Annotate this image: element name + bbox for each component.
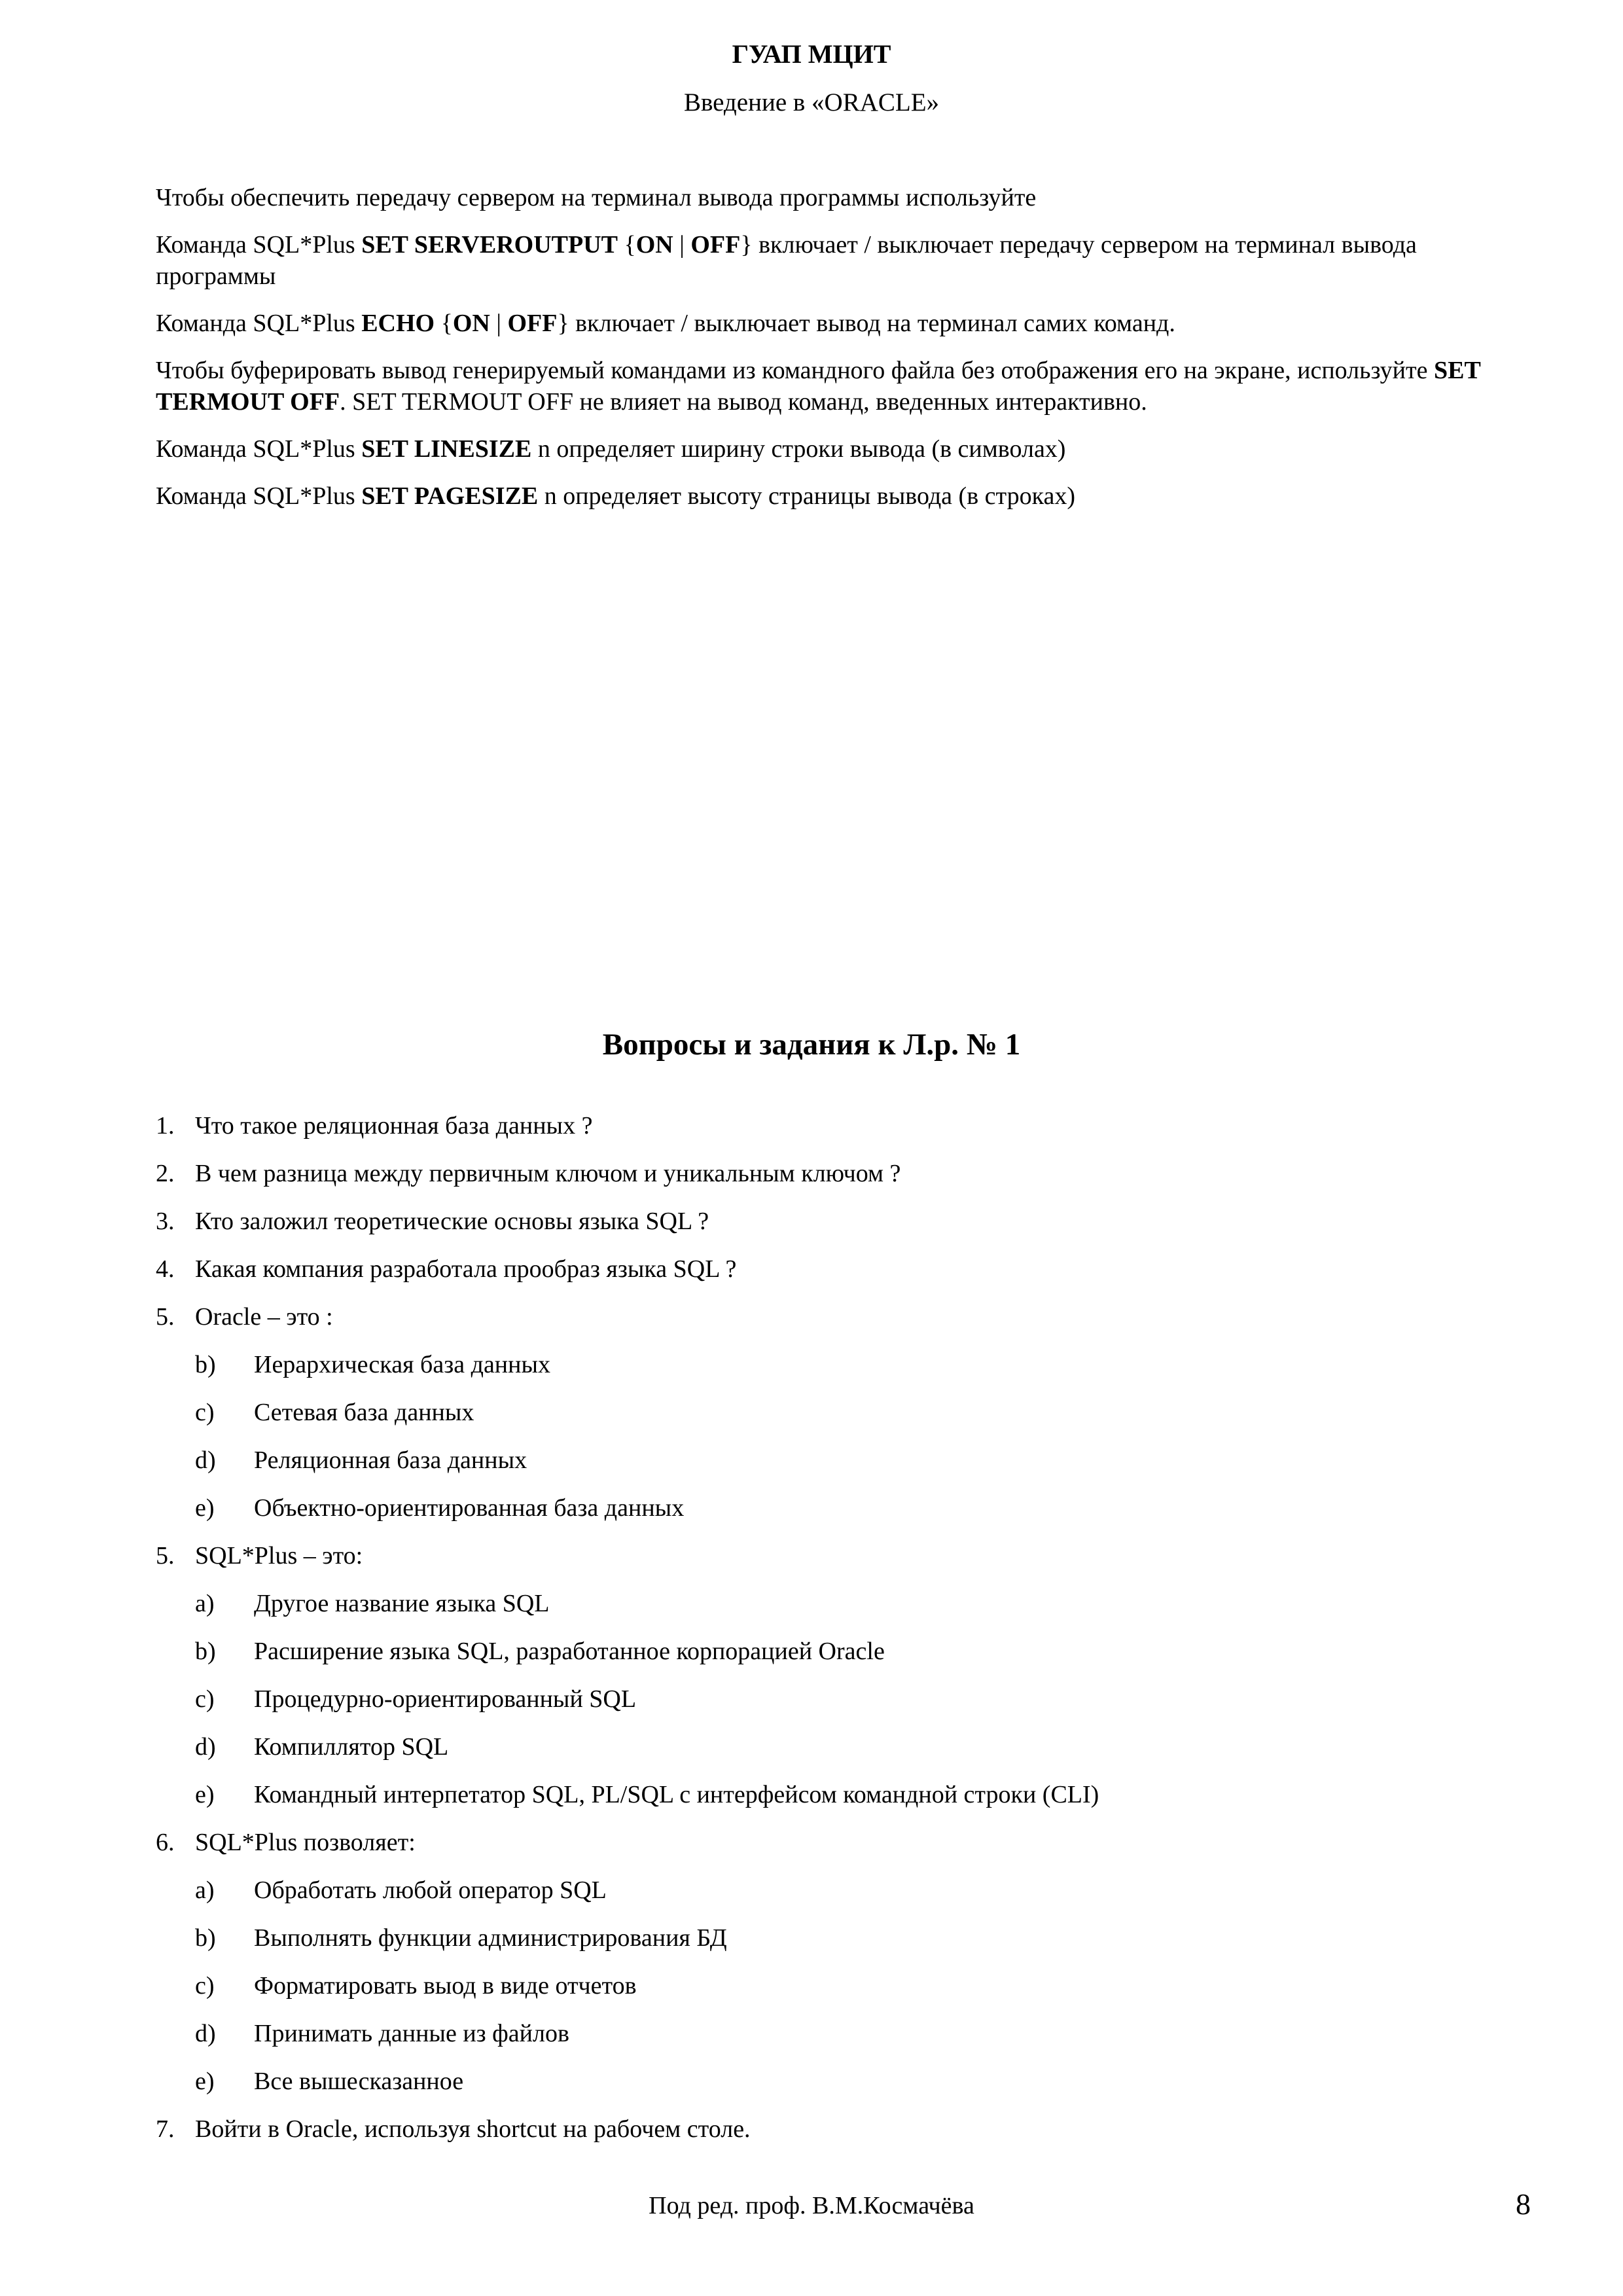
sub-list-item bbox=[156, 2066, 1517, 2113]
item-letter: c) bbox=[195, 1972, 215, 2000]
off-keyword: OFF bbox=[507, 310, 558, 337]
text: } включает / выключает вывод на терминал самих команд. bbox=[557, 310, 1175, 337]
item-text: Все вышесказанное bbox=[254, 2068, 464, 2095]
text: { bbox=[435, 310, 453, 337]
item-text: Иерархическая база данных bbox=[254, 1351, 551, 1378]
item-text: Объектно-ориентированная база данных bbox=[254, 1494, 685, 1522]
sub-list-item bbox=[156, 1349, 1517, 1397]
text: Чтобы буферировать вывод генерируемый командами из командного файла без отображения его на экране, используйте bbox=[156, 357, 1434, 384]
on-keyword: ON bbox=[635, 231, 673, 259]
text: n определяет ширину строки вывода (в символах) bbox=[531, 435, 1066, 463]
item-letter: b) bbox=[195, 1351, 216, 1378]
list-item bbox=[156, 1110, 1517, 1158]
text: Команда SQL*Plus bbox=[156, 435, 362, 463]
item-number: 5. bbox=[156, 1303, 175, 1331]
footer-editor: Под ред. проф. В.М.Космачёва bbox=[649, 2192, 974, 2219]
item-letter: e) bbox=[195, 1781, 215, 1808]
item-text: Oracle – это : bbox=[195, 1303, 333, 1331]
sub-list-item bbox=[156, 1970, 1517, 2018]
text: | bbox=[490, 310, 508, 337]
on-keyword: ON bbox=[452, 310, 490, 337]
text: Команда SQL*Plus bbox=[156, 231, 362, 259]
page-number: 8 bbox=[1516, 2187, 1531, 2221]
list-item bbox=[156, 1158, 1517, 1206]
sub-list-item bbox=[156, 1874, 1517, 1922]
item-letter: d) bbox=[195, 1733, 216, 1761]
item-text: Реляционная база данных bbox=[254, 1446, 527, 1474]
item-letter: c) bbox=[195, 1399, 215, 1426]
intro-paragraph-termout bbox=[156, 355, 1517, 418]
command-keyword: SET SERVEROUTPUT bbox=[361, 231, 618, 259]
item-text: Обработать любой оператор SQL bbox=[254, 1876, 607, 1904]
list-item bbox=[156, 1540, 1517, 1588]
command-keyword: SET PAGESIZE bbox=[361, 482, 539, 510]
sub-list-item bbox=[156, 1444, 1517, 1492]
list-item bbox=[156, 1301, 1517, 1349]
item-text: Какая компания разработала прообраз языка SQL ? bbox=[195, 1255, 737, 1283]
text: Команда SQL*Plus bbox=[156, 482, 362, 510]
item-letter: a) bbox=[195, 1590, 215, 1617]
list-item bbox=[156, 1206, 1517, 1253]
sub-list-item bbox=[156, 1588, 1517, 1636]
item-text: В чем разница между первичным ключом и уникальным ключом ? bbox=[195, 1160, 901, 1187]
item-text: Командный интерпетатор SQL, PL/SQL с интерфейсом командной строки (CLI) bbox=[254, 1781, 1099, 1808]
item-number: 4. bbox=[156, 1255, 175, 1283]
item-letter: b) bbox=[195, 1924, 216, 1952]
list-item bbox=[156, 2113, 1517, 2161]
item-letter: d) bbox=[195, 1446, 216, 1474]
intro-paragraph-serveroutput bbox=[156, 229, 1517, 292]
item-number: 6. bbox=[156, 1829, 175, 1856]
intro-paragraph-1: Чтобы обеспечить передачу сервером на терминал вывода программы используйте bbox=[156, 184, 1037, 211]
list-item bbox=[156, 1253, 1517, 1301]
text: } включает / выключает передачу сервером на терминал вывода программы bbox=[156, 231, 1417, 290]
text: n определяет высоту страницы вывода (в строках) bbox=[538, 482, 1075, 510]
sub-list-item bbox=[156, 1636, 1517, 1683]
sub-list-item bbox=[156, 2018, 1517, 2066]
item-text: SQL*Plus позволяет: bbox=[195, 1829, 416, 1856]
sub-list-item bbox=[156, 1397, 1517, 1444]
item-text: Принимать данные из файлов bbox=[254, 2020, 569, 2047]
off-keyword: OFF bbox=[690, 231, 741, 259]
item-text: Войти в Oracle, используя shortcut на рабочем столе. bbox=[195, 2115, 751, 2143]
sub-list-item bbox=[156, 1492, 1517, 1540]
item-letter: b) bbox=[195, 1638, 216, 1665]
text: { bbox=[618, 231, 636, 259]
item-text: Расширение языка SQL, разработанное корпорацией Oracle bbox=[254, 1638, 885, 1665]
header-title: ГУАП МЦИТ bbox=[732, 39, 891, 69]
command-keyword: ECHO bbox=[361, 310, 435, 337]
item-text: Кто заложил теоретические основы языка SQL ? bbox=[195, 1208, 709, 1235]
item-number: 2. bbox=[156, 1160, 175, 1187]
sub-list-item bbox=[156, 1731, 1517, 1779]
item-number: 5. bbox=[156, 1542, 175, 1570]
intro-paragraph-echo bbox=[156, 308, 1517, 339]
item-text: Процедурно-ориентированный SQL bbox=[254, 1685, 637, 1713]
item-number: 3. bbox=[156, 1208, 175, 1235]
header-subtitle: Введение в «ORACLE» bbox=[683, 88, 940, 117]
sub-list-item bbox=[156, 1922, 1517, 1970]
item-number: 7. bbox=[156, 2115, 175, 2143]
item-text: SQL*Plus – это: bbox=[195, 1542, 363, 1570]
item-text: Что такое реляционная база данных ? bbox=[195, 1112, 593, 1139]
item-letter: a) bbox=[195, 1876, 215, 1904]
questions-list bbox=[156, 1110, 1517, 2161]
intro-paragraph-pagesize bbox=[156, 480, 1517, 512]
command-keyword: SET TERMOUT OFF bbox=[156, 357, 1481, 416]
text: | bbox=[673, 231, 691, 259]
item-number: 1. bbox=[156, 1112, 175, 1139]
intro-section bbox=[156, 182, 1517, 528]
command-keyword: SET LINESIZE bbox=[361, 435, 532, 463]
item-text: Форматировать выод в виде отчетов bbox=[254, 1972, 637, 2000]
item-letter: c) bbox=[195, 1685, 215, 1713]
text: . SET TERMOUT OFF не влияет на вывод команд, введенных интерактивно. bbox=[340, 388, 1147, 416]
item-text: Другое название языка SQL bbox=[254, 1590, 550, 1617]
item-letter: e) bbox=[195, 1494, 215, 1522]
intro-paragraph-linesize bbox=[156, 433, 1517, 465]
item-letter: e) bbox=[195, 2068, 215, 2095]
item-text: Сетевая база данных bbox=[254, 1399, 474, 1426]
item-text: Компиллятор SQL bbox=[254, 1733, 449, 1761]
sub-list-item bbox=[156, 1779, 1517, 1827]
questions-title: Вопросы и задания к Л.р. № 1 bbox=[602, 1028, 1021, 1062]
text: Команда SQL*Plus bbox=[156, 310, 362, 337]
list-item bbox=[156, 1827, 1517, 1874]
item-text: Выполнять функции администрирования БД bbox=[254, 1924, 727, 1952]
item-letter: d) bbox=[195, 2020, 216, 2047]
sub-list-item bbox=[156, 1683, 1517, 1731]
